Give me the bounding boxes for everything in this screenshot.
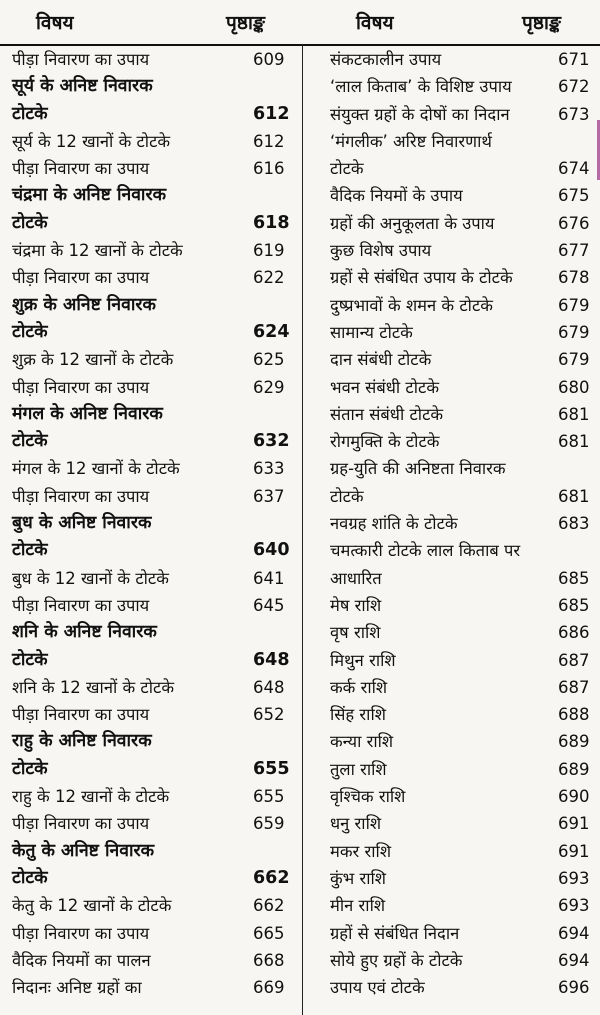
entry-title: कुछ विशेष उपाय	[330, 241, 432, 261]
entry-title: वृष राशि	[330, 623, 381, 643]
entry-title: टोटके	[330, 159, 364, 179]
entry-title: टोटके	[12, 103, 48, 124]
toc-entry	[330, 455, 600, 482]
entry-title: आधारित	[330, 568, 382, 588]
toc-entry	[12, 428, 302, 455]
toc-entry	[330, 565, 600, 592]
entry-title: वृश्चिक राशि	[330, 787, 406, 807]
entry-page-number: 685	[558, 568, 590, 588]
entry-page-number: 655	[253, 758, 290, 779]
toc-entry	[12, 537, 302, 564]
entry-page-number: 687	[558, 650, 590, 670]
entry-page-number: 681	[558, 432, 590, 452]
toc-entry	[330, 73, 600, 100]
entry-title: उपाय एवं टोटके	[330, 978, 425, 998]
entry-title: दान संबंधी टोटके	[330, 350, 432, 370]
toc-entry	[12, 865, 302, 892]
entry-page-number: 679	[558, 295, 590, 315]
toc-entry	[330, 674, 600, 701]
entry-page-number: 633	[253, 459, 285, 479]
toc-entry	[12, 920, 302, 947]
toc-entry	[12, 374, 302, 401]
entry-title: पीड़ा निवारण का उपाय	[12, 595, 150, 615]
entry-title: मकर राशि	[330, 841, 392, 861]
entry-title: संकटकालीन उपाय	[330, 50, 442, 69]
entry-title: कुंभ राशि	[330, 868, 387, 888]
toc-entry	[12, 264, 302, 291]
entry-title: धनु राशि	[330, 814, 382, 834]
entry-page-number: 689	[558, 759, 590, 779]
entry-title: मेष राशि	[330, 595, 382, 615]
entry-page-number: 662	[253, 896, 285, 916]
toc-entry	[330, 783, 600, 810]
entry-page-number: 685	[558, 595, 590, 615]
column-divider	[302, 44, 303, 1015]
entry-title: कन्या राशि	[330, 732, 394, 752]
entry-title: संयुक्त ग्रहों के दोषों का निदान	[330, 104, 510, 124]
entry-page-number: 694	[558, 923, 590, 943]
toc-entry	[330, 182, 600, 209]
entry-page-number: 681	[558, 486, 590, 506]
entry-page-number: 609	[253, 50, 285, 69]
entry-page-number: 616	[253, 159, 285, 179]
toc-entry	[12, 565, 302, 592]
entry-page-number: 632	[253, 431, 290, 452]
entry-title: ग्रहों से संबंधित उपाय के टोटके	[330, 268, 513, 288]
entry-title: तुला राशि	[330, 759, 387, 779]
entry-title: पीड़ा निवारण का उपाय	[12, 923, 150, 943]
entry-title: टोटके	[12, 867, 48, 888]
entry-title: केतु के अनिष्ट निवारक	[12, 840, 155, 861]
entry-title: पीड़ा निवारण का उपाय	[12, 159, 150, 179]
entry-page-number: 652	[253, 705, 285, 725]
entry-title: बुध के 12 खानों के टोटके	[12, 568, 169, 588]
entry-title: बुध के अनिष्ट निवारक	[12, 513, 152, 534]
toc-entry	[330, 647, 600, 674]
entry-title: सूर्य के 12 खानों के टोटके	[12, 131, 171, 151]
entry-page-number: 641	[253, 568, 285, 588]
entry-page-number: 681	[558, 404, 590, 424]
entry-title: सिंह राशि	[330, 705, 386, 725]
toc-entry	[330, 292, 600, 319]
toc-entry	[330, 892, 600, 919]
toc-entry	[330, 128, 600, 155]
entry-page-number: 683	[558, 514, 590, 534]
toc-entry	[330, 619, 600, 646]
toc-entry	[12, 592, 302, 619]
entry-page-number: 693	[558, 868, 590, 888]
entry-page-number: 693	[558, 896, 590, 916]
entry-page-number: 679	[558, 350, 590, 370]
toc-entry	[330, 756, 600, 783]
entry-page-number: 622	[253, 268, 285, 288]
entry-page-number: 676	[558, 213, 590, 233]
toc-entry	[12, 73, 302, 100]
entry-page-number: 655	[253, 787, 285, 807]
toc-entry	[12, 346, 302, 373]
toc-entry	[12, 401, 302, 428]
toc-entry	[330, 701, 600, 728]
toc-entry	[330, 810, 600, 837]
entry-title: शनि के 12 खानों के टोटके	[12, 677, 174, 697]
entry-page-number: 687	[558, 677, 590, 697]
entry-title: टोटके	[12, 431, 48, 452]
entry-page-number: 689	[558, 732, 590, 752]
toc-entry	[12, 838, 302, 865]
entry-page-number: 696	[558, 978, 590, 998]
toc-entry	[12, 756, 302, 783]
toc-entry	[330, 46, 600, 73]
entry-page-number: 678	[558, 268, 590, 288]
toc-entry	[12, 182, 302, 209]
entry-title: टोटके	[12, 321, 48, 342]
entry-title: राहु के 12 खानों के टोटके	[12, 787, 170, 807]
toc-entry	[12, 647, 302, 674]
entry-title: सोये हुए ग्रहों के टोटके	[330, 950, 463, 970]
entry-page-number: 668	[253, 950, 285, 970]
toc-entry	[330, 838, 600, 865]
toc-entry	[330, 428, 600, 455]
entry-title: मंगल के 12 खानों के टोटके	[12, 459, 180, 479]
toc-entry	[330, 374, 600, 401]
entry-title: टोटके	[330, 486, 364, 506]
entry-page-number: 645	[253, 595, 285, 615]
entry-title: वैदिक नियमों के उपाय	[330, 186, 463, 206]
toc-entry	[330, 210, 600, 237]
toc-entry	[12, 155, 302, 182]
entry-title: शुक्र के अनिष्ट निवारक	[12, 294, 156, 315]
entry-page-number: 677	[558, 241, 590, 261]
toc-entry	[330, 346, 600, 373]
entry-page-number: 619	[253, 241, 285, 261]
entry-title: चंद्रमा के 12 खानों के टोटके	[12, 241, 183, 261]
entry-title: राहु के अनिष्ट निवारक	[12, 731, 152, 752]
toc-entry	[330, 483, 600, 510]
entry-page-number: 675	[558, 186, 590, 206]
entry-page-number: 679	[558, 322, 590, 342]
toc-entry	[12, 292, 302, 319]
toc-entry	[12, 483, 302, 510]
toc-entry	[12, 892, 302, 919]
entry-page-number: 637	[253, 486, 285, 506]
entry-page-number: 625	[253, 350, 285, 370]
toc-entry	[330, 728, 600, 755]
entry-title: चंद्रमा के अनिष्ट निवारक	[12, 185, 167, 206]
entry-title: वैदिक नियमों का पालन	[12, 950, 151, 970]
entry-title: सूर्य के अनिष्ट निवारक	[12, 76, 153, 97]
toc-entry	[12, 46, 302, 73]
toc-entry	[330, 592, 600, 619]
toc-entry	[12, 728, 302, 755]
right-column	[330, 46, 600, 1001]
entry-title: पीड़ा निवारण का उपाय	[12, 814, 150, 834]
entry-title: पीड़ा निवारण का उपाय	[12, 50, 150, 69]
entry-page-number: 672	[558, 77, 590, 97]
left-column	[12, 46, 302, 1001]
toc-entry	[12, 101, 302, 128]
toc-entry	[12, 674, 302, 701]
entry-page-number: 690	[558, 787, 590, 807]
toc-entry	[12, 701, 302, 728]
entry-page-number: 612	[253, 103, 290, 124]
toc-entry	[12, 237, 302, 264]
toc-entry	[12, 810, 302, 837]
entry-title: नवग्रह शांति के टोटके	[330, 514, 458, 534]
toc-entry	[12, 783, 302, 810]
entry-page-number: 691	[558, 841, 590, 861]
entry-title: मंगल के अनिष्ट निवारक	[12, 403, 163, 424]
toc-entry	[330, 401, 600, 428]
entry-title: रोगमुक्ति के टोटके	[330, 432, 440, 452]
entry-title: ग्रहों से संबंधित निदान	[330, 923, 460, 943]
toc-entry	[330, 865, 600, 892]
toc-entry	[330, 537, 600, 564]
entry-title: भवन संबंधी टोटके	[330, 377, 439, 397]
toc-entry	[330, 319, 600, 346]
entry-title: कर्क राशि	[330, 677, 388, 697]
toc-entry	[12, 210, 302, 237]
entry-title: निदानः अनिष्ट ग्रहों का	[12, 978, 142, 998]
entry-page-number: 691	[558, 814, 590, 834]
entry-title: पीड़ा निवारण का उपाय	[12, 377, 150, 397]
entry-title: केतु के 12 खानों के टोटके	[12, 896, 172, 916]
entry-page-number: 673	[558, 104, 590, 124]
toc-entry	[330, 264, 600, 291]
entry-title: मीन राशि	[330, 896, 386, 916]
entry-title: पीड़ा निवारण का उपाय	[12, 705, 150, 725]
entry-title: टोटके	[12, 649, 48, 670]
entry-title: ‘लाल किताब’ के विशिष्ट उपाय	[330, 77, 512, 97]
entry-title: ग्रहों की अनुकूलता के उपाय	[330, 213, 495, 233]
toc-entry	[330, 920, 600, 947]
entry-title: ग्रह-युति की अनिष्टता निवारक	[330, 459, 506, 479]
entry-title: शुक्र के 12 खानों के टोटके	[12, 350, 174, 370]
toc-entry	[330, 947, 600, 974]
entry-title: टोटके	[12, 212, 48, 233]
entry-title: ‘मंगलीक’ अरिष्ट निवारणार्थ	[330, 131, 492, 151]
entry-page-number: 688	[558, 705, 590, 725]
toc-entry	[330, 155, 600, 182]
entry-page-number: 624	[253, 321, 290, 342]
right-page-header: पृष्ठाङ्क	[522, 12, 561, 34]
entry-page-number: 674	[558, 159, 590, 179]
entry-title: शनि के अनिष्ट निवारक	[12, 622, 157, 643]
toc-entry	[330, 101, 600, 128]
entry-page-number: 665	[253, 923, 285, 943]
entry-page-number: 618	[253, 212, 290, 233]
entry-title: पीड़ा निवारण का उपाय	[12, 268, 150, 288]
entry-page-number: 648	[253, 677, 285, 697]
toc-entry	[12, 455, 302, 482]
toc-entry	[330, 510, 600, 537]
entry-title: टोटके	[12, 758, 48, 779]
entry-page-number: 680	[558, 377, 590, 397]
entry-title: संतान संबंधी टोटके	[330, 404, 444, 424]
entry-page-number: 671	[558, 50, 590, 69]
toc-entry	[12, 510, 302, 537]
toc-entry	[12, 619, 302, 646]
left-page-header: पृष्ठाङ्क	[226, 12, 265, 34]
entry-title: टोटके	[12, 540, 48, 561]
entry-page-number: 659	[253, 814, 285, 834]
entry-title: दुष्प्रभावों के शमन के टोटके	[330, 295, 493, 315]
toc-entry	[330, 237, 600, 264]
entry-page-number: 662	[253, 867, 290, 888]
entry-page-number: 640	[253, 540, 290, 561]
entry-page-number: 686	[558, 623, 590, 643]
toc-entry	[12, 319, 302, 346]
toc-entry	[12, 974, 302, 1001]
entry-page-number: 648	[253, 649, 290, 670]
toc-entry	[12, 947, 302, 974]
entry-title: मिथुन राशि	[330, 650, 396, 670]
entry-title: पीड़ा निवारण का उपाय	[12, 486, 150, 506]
left-subject-header: विषय	[36, 12, 74, 34]
entry-page-number: 669	[253, 978, 285, 998]
right-subject-header: विषय	[356, 12, 394, 34]
entry-page-number: 629	[253, 377, 285, 397]
entry-page-number: 694	[558, 950, 590, 970]
toc-entry	[12, 128, 302, 155]
entry-title: चमत्कारी टोटके लाल किताब पर	[330, 541, 521, 561]
entry-title: सामान्य टोटके	[330, 322, 413, 342]
toc-entry	[330, 974, 600, 1001]
entry-page-number: 612	[253, 131, 285, 151]
